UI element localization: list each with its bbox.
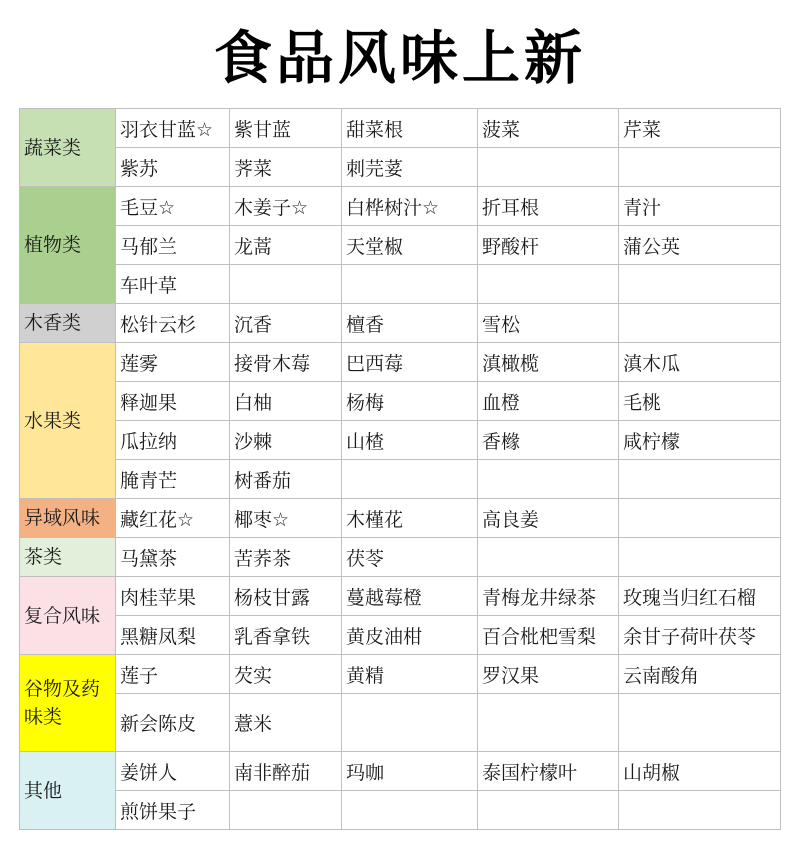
flavor-cell: 白桦树汁☆ [342,187,478,226]
flavor-cell: 滇橄榄 [478,343,619,382]
flavor-cell: 接骨木莓 [230,343,342,382]
flavor-cell [230,791,342,830]
flavor-cell [342,460,478,499]
flavor-cell: 薏米 [230,694,342,752]
flavor-cell: 毛豆☆ [116,187,230,226]
flavor-cell: 蔓越莓橙 [342,577,478,616]
flavor-cell: 折耳根 [478,187,619,226]
flavor-cell: 芹菜 [619,109,781,148]
table-row [20,577,781,616]
flavor-cell [619,304,781,343]
flavor-cell: 天堂椒 [342,226,478,265]
flavor-cell: 木姜子☆ [230,187,342,226]
table-row [20,616,781,655]
flavor-cell [619,538,781,577]
flavor-cell: 藏红花☆ [116,499,230,538]
flavor-cell [619,148,781,187]
flavor-cell: 瓜拉纳 [116,421,230,460]
flavor-cell: 雪松 [478,304,619,343]
flavor-cell [342,791,478,830]
table-row [20,187,781,226]
table-row [20,265,781,304]
table-row [20,752,781,791]
flavor-cell: 毛桃 [619,382,781,421]
flavor-cell: 乳香拿铁 [230,616,342,655]
flavor-cell: 南非醉茄 [230,752,342,791]
flavor-cell: 野酸杆 [478,226,619,265]
table-row [20,148,781,187]
flavor-cell [619,460,781,499]
flavor-cell [478,791,619,830]
flavor-cell: 山胡椒 [619,752,781,791]
table-row [20,694,781,752]
flavor-cell: 咸柠檬 [619,421,781,460]
table-row [20,499,781,538]
flavor-cell: 马黛茶 [116,538,230,577]
flavor-cell [619,791,781,830]
page-title: 食品风味上新 [213,24,586,92]
table-row [20,538,781,577]
flavor-cell: 释迦果 [116,382,230,421]
flavor-cell: 余甘子荷叶茯苓 [619,616,781,655]
flavor-cell: 云南酸角 [619,655,781,694]
flavor-cell: 松针云杉 [116,304,230,343]
flavor-cell: 龙蒿 [230,226,342,265]
flavor-cell: 百合枇杷雪梨 [478,616,619,655]
flavor-cell: 黄皮油柑 [342,616,478,655]
flavor-cell: 白柚 [230,382,342,421]
flavor-cell: 车叶草 [116,265,230,304]
flavor-cell: 玛咖 [342,752,478,791]
flavor-cell: 青汁 [619,187,781,226]
flavor-cell [478,694,619,752]
flavor-cell: 紫苏 [116,148,230,187]
flavor-cell: 滇木瓜 [619,343,781,382]
flavor-cell: 煎饼果子 [116,791,230,830]
table-row [20,226,781,265]
flavor-cell: 沙棘 [230,421,342,460]
table-row [20,109,781,148]
flavor-cell: 血橙 [478,382,619,421]
flavor-cell [478,265,619,304]
flavor-cell: 高良姜 [478,499,619,538]
category-cell: 茶类 [20,538,116,577]
flavor-cell [619,265,781,304]
flavor-cell [230,265,342,304]
flavor-cell: 山楂 [342,421,478,460]
flavor-cell: 树番茄 [230,460,342,499]
flavor-cell: 马郁兰 [116,226,230,265]
flavor-cell: 甜菜根 [342,109,478,148]
flavor-cell: 沉香 [230,304,342,343]
flavor-cell: 玫瑰当归红石榴 [619,577,781,616]
table-row [20,382,781,421]
flavor-cell: 苦荞茶 [230,538,342,577]
flavor-cell: 檀香 [342,304,478,343]
flavor-cell [478,148,619,187]
table-row [20,343,781,382]
category-cell: 异域风味 [20,499,116,538]
flavor-cell: 芡实 [230,655,342,694]
flavor-cell [478,538,619,577]
flavor-cell: 刺芫荽 [342,148,478,187]
flavor-cell: 杨梅 [342,382,478,421]
flavor-cell: 菠菜 [478,109,619,148]
flavor-cell: 黄精 [342,655,478,694]
table-row [20,304,781,343]
flavor-cell: 莲雾 [116,343,230,382]
table-row [20,421,781,460]
flavor-cell: 巴西莓 [342,343,478,382]
flavor-cell: 茯苓 [342,538,478,577]
category-cell: 谷物及药味类 [20,655,116,752]
category-cell: 木香类 [20,304,116,343]
table-row [20,655,781,694]
flavor-cell [619,499,781,538]
flavor-cell: 腌青芒 [116,460,230,499]
flavor-cell: 黑糖凤梨 [116,616,230,655]
flavor-cell: 新会陈皮 [116,694,230,752]
category-cell: 复合风味 [20,577,116,655]
flavor-cell: 荠菜 [230,148,342,187]
flavor-cell: 莲子 [116,655,230,694]
flavor-cell: 椰枣☆ [230,499,342,538]
flavor-cell: 青梅龙井绿茶 [478,577,619,616]
category-cell: 水果类 [20,343,116,499]
table-row [20,791,781,830]
flavor-cell [619,694,781,752]
flavor-cell: 罗汉果 [478,655,619,694]
category-cell: 蔬菜类 [20,109,116,187]
flavor-cell: 紫甘蓝 [230,109,342,148]
category-cell: 其他 [20,752,116,830]
category-cell: 植物类 [20,187,116,304]
table-row [20,460,781,499]
flavor-cell: 木槿花 [342,499,478,538]
flavor-cell: 蒲公英 [619,226,781,265]
flavor-table [19,108,781,830]
flavor-cell [342,694,478,752]
flavor-cell [342,265,478,304]
flavor-cell: 香橼 [478,421,619,460]
flavor-cell [478,460,619,499]
flavor-cell: 杨枝甘露 [230,577,342,616]
flavor-cell: 姜饼人 [116,752,230,791]
flavor-cell: 肉桂苹果 [116,577,230,616]
flavor-cell: 泰国柠檬叶 [478,752,619,791]
flavor-cell: 羽衣甘蓝☆ [116,109,230,148]
